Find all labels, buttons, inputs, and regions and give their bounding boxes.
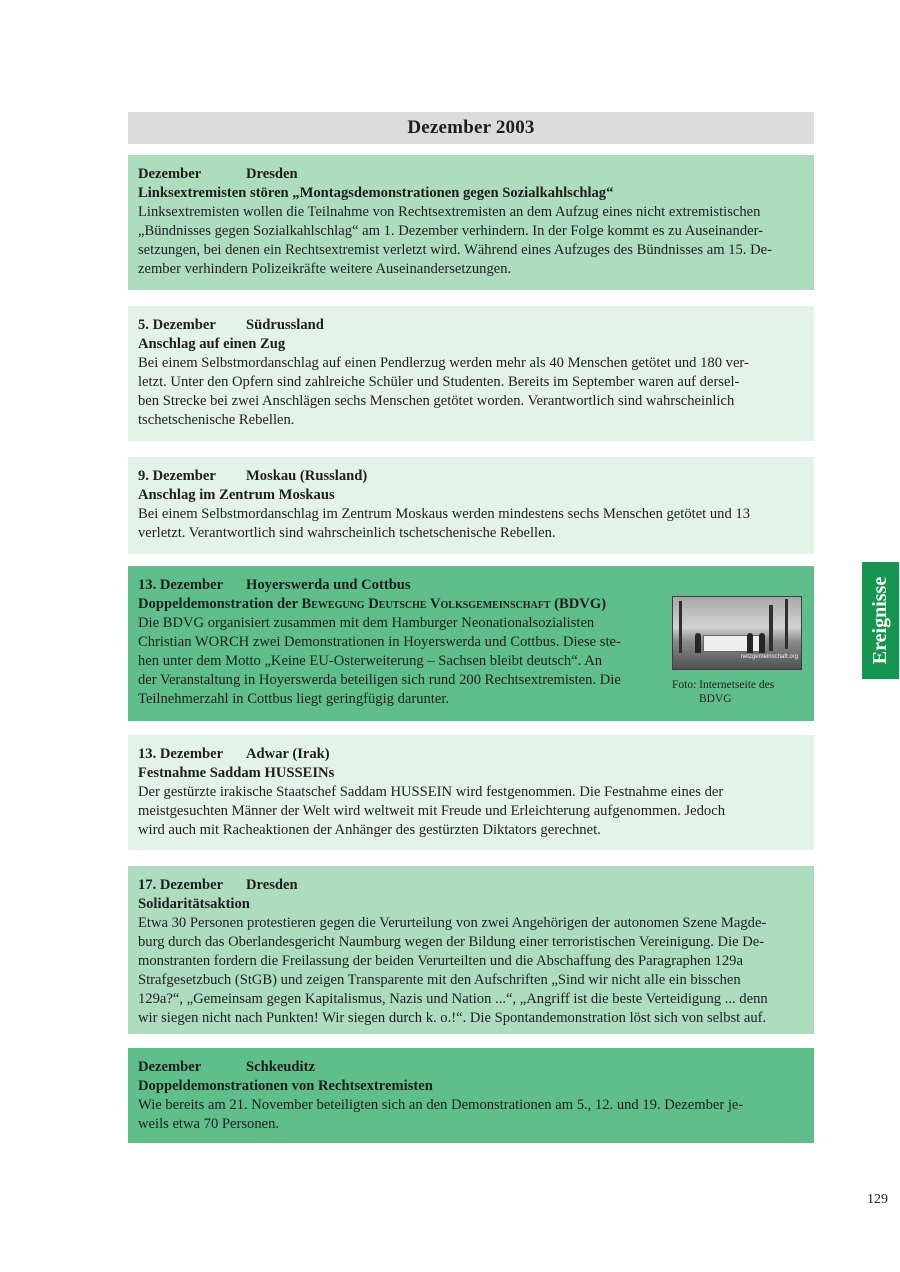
text-line: der Veranstaltung in Hoyerswerda beteiligen sich rund 200 Rechtsextremisten. Die [138,672,621,688]
event-entry [128,155,814,290]
text-line: Die BDVG organisiert zusammen mit dem Hamburger Neonationalsozialisten [138,615,595,631]
text-line: ben Strecke bei zwei Anschlägen sechs Menschen getötet worden. Verantwortlich sind wahrscheinlich [138,393,735,409]
event-date: 13. Dezember [138,577,224,593]
event-place: Dresden [246,166,298,182]
event-meta [138,316,804,335]
text-line: Wie bereits am 21. November beteiligten sich an den Demonstrationen am 5., 12. und 19. Dezember je- [138,1097,744,1113]
text-line: monstranten fordern die Freilassung der beiden Verurteilten und die Abschaffung des Paragraphen 129a [138,953,743,969]
text-line: 129a?“, „Gemeinsam gegen Kapitalismus, Nazis und Nation ...“, „Angriff ist die beste Verteidigung ... denn [138,991,768,1007]
event-date: 9. Dezember [138,468,216,484]
event-place: Adwar (Irak) [246,746,330,762]
caption-line: Foto: Internetseite des [672,679,775,691]
event-date: Dezember [138,1059,202,1075]
photo-watermark: netzgemeinschaft.org [740,654,798,660]
event-meta [138,165,804,184]
text-line: Christian WORCH zwei Demonstrationen in Hoyerswerda und Cottbus. Diese ste- [138,634,621,650]
photo-caption [672,678,804,706]
event-date: 13. Dezember [138,746,224,762]
text-line: Strafgesetzbuch (StGB) und zeigen Transparente mit den Aufschriften „Sind wir nicht alle ein bisschen [138,972,741,988]
text-line: Teilnehmerzahl in Cottbus liegt geringfügig darunter. [138,691,450,707]
text-line: setzungen, bei denen ein Rechtsextremist verletzt wird. Während eines Aufzuges des Bündnisses am 15. De- [138,242,772,258]
event-entry [128,457,814,554]
event-text [138,354,804,430]
text-line: letzt. Unter den Opfern sind zahlreiche Schüler und Studenten. Bereits im September waren auf dersel- [138,374,740,390]
text-line: Etwa 30 Personen protestieren gegen die Verurteilung von zwei Angehörigen der autonomen Szene Magde- [138,915,767,931]
text-line: Der gestürzte irakische Staatschef Saddam HUSSEIN wird festgenommen. Die Festnahme eines der [138,784,724,800]
page-number: 129 [867,1192,888,1207]
event-entry [128,866,814,1034]
section-tab[interactable] [862,562,899,679]
event-text [138,614,664,709]
event-text [138,505,804,543]
event-date: Dezember [138,166,202,182]
event-text [138,914,804,1028]
photo-block [672,576,804,709]
text-line: Linksextremisten wollen die Teilnahme von Rechtsextremisten an dem Aufzug eines nicht extremistischen [138,204,761,220]
text-line: zember verhindern Polizeikräfte weitere Auseinandersetzungen. [138,261,512,277]
text-line: weils etwa 70 Personen. [138,1116,280,1132]
text-line: Bei einem Selbstmordanschlag auf einen Pendlerzug werden mehr als 40 Menschen getötet und 180 ver- [138,355,749,371]
event-place: Moskau (Russland) [246,468,368,484]
event-title: Festnahme Saddam HUSSEINs [138,765,335,781]
event-title: Solidaritätsaktion [138,896,250,912]
event-meta [138,576,664,595]
event-title [138,595,664,614]
title-start: Doppeldemonstration der [138,596,302,612]
event-title: Doppeldemonstrationen von Rechtsextremisten [138,1078,433,1094]
text-line: Bei einem Selbstmordanschlag im Zentrum Moskaus werden mindestens sechs Menschen getötet und 13 [138,506,751,522]
event-place: Südrussland [246,317,324,333]
event-meta [138,876,804,895]
event-text [138,783,804,840]
event-title: Linksextremisten stören „Montagsdemonstrationen gegen Sozialkahlschlag“ [138,185,614,201]
event-entry [128,735,814,850]
text-line: hen unter dem Motto „Keine EU-Osterweiterung – Sachsen bleibt deutsch“. An [138,653,603,669]
section-tab-label: Ereignisse [869,576,892,665]
event-place: Schkeuditz [246,1059,315,1075]
event-entry [128,306,814,441]
organization-name: Bewegung Deutsche Volksgemeinschaft [301,596,551,612]
title-end: (BDVG) [550,596,607,612]
event-meta [138,745,804,764]
text-line: tschetschenische Rebellen. [138,412,295,428]
event-title: Anschlag auf einen Zug [138,336,286,352]
event-entry [128,1048,814,1143]
caption-line: BDVG [699,693,732,705]
event-meta [138,467,804,486]
event-place: Dresden [246,877,298,893]
event-title: Anschlag im Zentrum Moskaus [138,487,335,503]
text-line: burg durch das Oberlandesgericht Naumburg wegen der Bildung einer terroristischen Vereinigung. Die De- [138,934,765,950]
text-line: „Bündnisses gegen Sozialkahlschlag“ am 1. Dezember verhindern. In der Folge kommt es zu Auseinander- [138,223,764,239]
event-entry [128,566,814,721]
event-text [138,1096,804,1134]
demonstration-photo [672,596,802,670]
text-line: wir siegen nicht nach Punkten! Wir siegen durch k. o.!“. Die Spontandemonstration löst sich von selbst auf. [138,1010,767,1026]
event-date: 17. Dezember [138,877,224,893]
month-header: Dezember 2003 [128,112,814,144]
text-line: wird auch mit Racheaktionen der Anhänger des gestürzten Diktators gerechnet. [138,822,601,838]
text-line: meistgesuchten Männer der Welt wird weltweit mit Freude und Erleichterung aufgenommen. Jedoch [138,803,725,819]
event-date: 5. Dezember [138,317,216,333]
text-line: verletzt. Verantwortlich sind wahrscheinlich tschetschenische Rebellen. [138,525,556,541]
event-place: Hoyerswerda und Cottbus [246,577,411,593]
event-text [138,203,804,279]
event-meta [138,1058,804,1077]
